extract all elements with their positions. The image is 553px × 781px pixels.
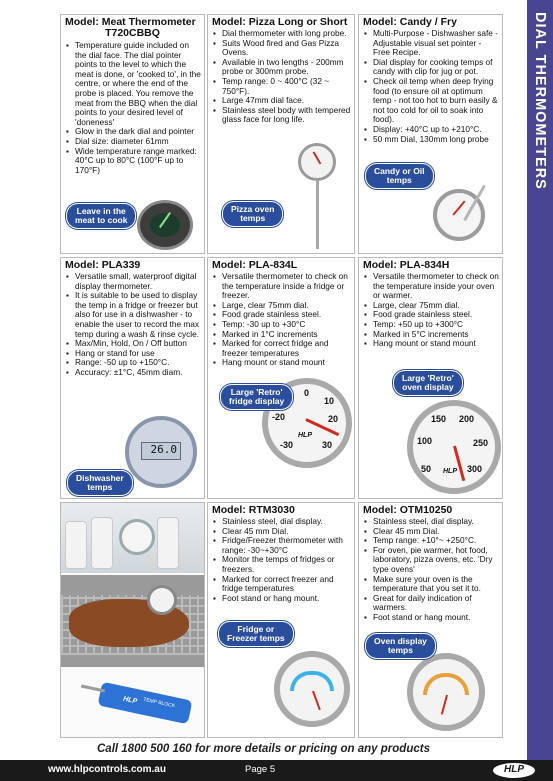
usage-badge [66, 203, 136, 229]
tick-label: 20 [328, 414, 339, 424]
badge-line: Fridge or [237, 624, 275, 634]
product-card-pla339 [60, 257, 205, 499]
tick-label: 100 [417, 436, 433, 446]
probe-thermometer-photo [81, 685, 199, 721]
feature-item: ▪ Make sure your oven is the temperature that you set it to. [364, 575, 499, 594]
feature-item: ▪ Temp range: 0 ~ 400°C (32 ~ 750°F). [213, 77, 351, 96]
feature-list [208, 271, 354, 368]
feature-list [359, 271, 502, 349]
feature-item: ▪ Marked for correct fridge and freezer temperatures [213, 339, 351, 358]
feature-item: ▪ 50 mm Dial, 130mm long probe [364, 135, 499, 145]
brand-label: HLP [122, 695, 138, 706]
feature-item: ▪ Foot stand or hang mount. [364, 613, 499, 623]
digital-thermometer-photo [125, 416, 197, 488]
feature-item: ▪ Temp range: +10°~ +250°C. [364, 536, 499, 546]
oven-dial-photo [407, 400, 501, 494]
feature-list [61, 271, 204, 378]
badge-line: temps [240, 213, 266, 223]
feature-item: ▪ Large, clear 75mm dial. [213, 301, 351, 311]
feature-item: ▪ Versatile small, waterproof digital display thermometer. [66, 272, 201, 291]
feature-item: ▪ Multi-Purpose - Dishwasher safe - Adjustable visual set pointer - Free Recipe. [364, 29, 499, 58]
candy-thermometer-photo [429, 183, 489, 251]
product-card-candy-fry [358, 14, 503, 254]
feature-item: ▪ Hang or stand for use [66, 349, 201, 359]
meat-thermometer-photo [137, 200, 193, 250]
brand-label: HLP [298, 432, 312, 439]
product-model: T720CBBQ [105, 27, 160, 39]
usage-badge [220, 384, 293, 410]
usage-badge [365, 633, 436, 659]
feature-item: ▪ Large 47mm dial face. [213, 96, 351, 106]
product-card-pla834h [358, 257, 503, 499]
lcd-display: 26.0 [141, 442, 181, 460]
feature-item: ▪ Temp: -30 up to +30°C [213, 320, 351, 330]
feature-item: ▪ Glow in the dark dial and pointer [66, 127, 201, 137]
badge-line: meat to cook [75, 215, 128, 225]
product-title: Model: PLA339 [65, 259, 141, 271]
feature-item: ▪ Great for daily indication of warmers. [364, 594, 499, 613]
feature-item: ▪ Temperature guide included on the dial face. The dial pointer points to the level to which the meat is done, or 'cooked to', in the centre, or where the end of the probe is placed. You remove the meat from the BBQ when the dial points to your desired level of 'doneness' [66, 41, 201, 127]
tick-label: 10 [324, 396, 335, 406]
badge-line: Large 'Retro' [402, 373, 454, 383]
feature-list [359, 28, 502, 144]
feature-item: ▪ Versatile thermometer to check on the temperature inside a fridge or freezer. [213, 272, 351, 301]
tick-label: 0 [304, 388, 310, 398]
feature-item: ▪ Food grade stainless steel. [213, 310, 351, 320]
badge-line: Oven display [374, 636, 427, 646]
usage-badge [222, 201, 283, 227]
feature-item: ▪ Fridge/Freezer thermometer with range: -30~+30°C [213, 536, 351, 555]
feature-item: ▪ Accuracy: ±1°C, 45mm diam. [66, 368, 201, 378]
product-card-rtm3030 [207, 502, 355, 738]
tick-label: 30 [322, 440, 333, 450]
feature-item: ▪ Foot stand or hang mount. [213, 594, 351, 604]
product-title: Model: Candy / Fry [363, 16, 457, 28]
usage-badge [218, 621, 294, 647]
product-title: Model: RTM3030 [212, 504, 295, 516]
feature-item: ▪ Temp: +50 up to +300°C [364, 320, 499, 330]
feature-list [359, 516, 502, 623]
tick-label: 150 [431, 414, 447, 424]
feature-item: ▪ Stainless steel body with tempered glass face for long life. [213, 106, 351, 125]
badge-line: temps [387, 645, 413, 655]
feature-item: ▪ Clear 45 mm Dial. [364, 527, 499, 537]
product-title: Model: Pizza Long or Short [212, 16, 348, 28]
otm10250-dial-photo [407, 653, 485, 731]
usage-badge [67, 470, 133, 496]
badge-line: temps [386, 175, 412, 185]
badge-line: Pizza oven [231, 204, 275, 214]
feature-list [208, 516, 354, 603]
feature-item: ▪ Suits Wood fired and Gas Pizza Ovens. [213, 39, 351, 58]
feature-item: ▪ Dial size: diameter 61mm [66, 137, 201, 147]
feature-item: ▪ Large, clear 75mm dial. [364, 301, 499, 311]
tick-label: 50 [421, 464, 432, 474]
feature-item: ▪ For oven, pie warmer, hot food, laboratory, pizza ovens, etc. 'Dry type ovens' [364, 546, 499, 575]
tick-label: 200 [459, 414, 475, 424]
badge-line: Freezer temps [227, 633, 285, 643]
badge-line: fridge display [229, 396, 285, 406]
product-card-otm10250 [358, 502, 503, 738]
product-card-pla834l [207, 257, 355, 499]
product-title: Model: OTM10250 [363, 504, 453, 516]
badge-line: temps [87, 482, 113, 492]
feature-item: ▪ Stainless steel, dial display. [213, 517, 351, 527]
brand-label: HLP [443, 468, 457, 475]
feature-item: ▪ Clear 45 mm Dial. [213, 527, 351, 537]
feature-item: ▪ Max/Min, Hold, On / Off button [66, 339, 201, 349]
feature-item: ▪ Marked in 1°C increments [213, 330, 351, 340]
feature-list [61, 40, 204, 175]
feature-item: ▪ Check oil temp when deep frying food (to ensure oil at optimum temp - not too hot to burn easily & not too cold for oil to soak into food). [364, 77, 499, 125]
tick-label: 300 [467, 464, 483, 474]
badge-line: oven display [402, 382, 454, 392]
feature-item: ▪ It is suitable to be used to display the temp in a fridge or freezer but also for use in a dishwasher - to enable the user to record the max temp during a wash & rinse cycle. [66, 291, 201, 339]
feature-item: ▪ Food grade stainless steel. [364, 310, 499, 320]
usage-badge [393, 370, 463, 396]
badge-line: Dishwasher [76, 473, 124, 483]
product-title: Model: PLA-834H [363, 259, 450, 271]
website-link[interactable]: www.hlpcontrols.com.au [48, 764, 166, 775]
badge-line: Candy or Oil [374, 166, 425, 176]
feature-item: ▪ Dial thermometer with long probe. [213, 29, 351, 39]
feature-item: ▪ Marked for correct freezer and fridge temperatures [213, 575, 351, 594]
section-title: DIAL THERMOMETERS [532, 12, 548, 190]
feature-item: ▪ Display: +40°C up to +210°C. [364, 125, 499, 135]
badge-line: Large 'Retro' [230, 387, 283, 397]
roast-photo [61, 575, 205, 667]
feature-item: ▪ Hang mount or stand mount [364, 339, 499, 349]
product-title: Model: Meat Thermometer [65, 16, 196, 28]
product-title: Model: PLA-834L [212, 259, 298, 271]
product-photo-collage [60, 502, 205, 738]
feature-item: ▪ Stainless steel, dial display. [364, 517, 499, 527]
fridge-photo [61, 503, 205, 573]
tick-label: 250 [473, 438, 489, 448]
usage-badge [365, 163, 434, 189]
feature-list [208, 28, 354, 125]
feature-item: ▪ Marked in 5°C increments [364, 330, 499, 340]
tick-label: -20 [272, 412, 286, 422]
rtm3030-dial-photo [274, 651, 350, 727]
feature-item: ▪ Versatile thermometer to check on the temperature inside your oven or warmer. [364, 272, 499, 301]
pizza-thermometer-photo [298, 143, 338, 253]
feature-item: ▪ Hang mount or stand mount [213, 358, 351, 368]
feature-item: ▪ Wide temperature range marked: 40°C up to 80°C (100°F up to 170°F) [66, 147, 201, 176]
product-card-pizza [207, 14, 355, 254]
feature-item: ▪ Available in two lengths - 200mm probe or 300mm probe. [213, 58, 351, 77]
feature-item: ▪ Monitor the temps of fridges or freezers. [213, 555, 351, 574]
product-card-meat [60, 14, 205, 254]
hlp-logo: HLP [492, 762, 536, 779]
tick-label: -30 [280, 440, 294, 450]
badge-line: Leave in the [76, 206, 126, 216]
feature-item: ▪ Range: -50 up to +150°C. [66, 358, 201, 368]
footer-call-to-action: Call 1800 500 160 for more details or pricing on any products [97, 743, 430, 755]
probe-label: TEMP BLOCK [142, 696, 176, 710]
feature-item: ▪ Dial display for cooking temps of candy with clip for jug or pot. [364, 58, 499, 77]
page-number: Page 5 [245, 764, 276, 775]
